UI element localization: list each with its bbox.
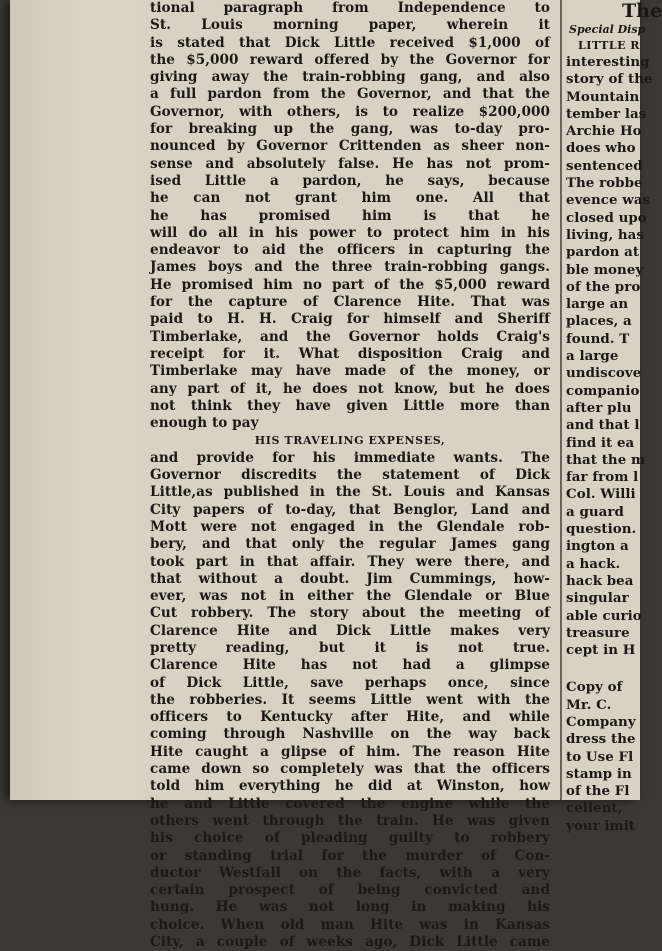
article-line: Little,as published in the St. Louis and Kansas (150, 484, 550, 501)
article-line: Timberlake, and the Governor holds Craig's (150, 328, 550, 345)
article-line: does who (566, 140, 636, 157)
article-line: or standing trial for the murder of Con- (150, 847, 550, 864)
right-column-title: The (622, 0, 662, 22)
article-line: the robberies. It seems Little went with the (150, 691, 550, 708)
article-line: ington a (566, 538, 629, 555)
article-line: ductor Westfall on the facts, with a very (150, 864, 550, 881)
article-line: nounced by Governor Crittenden as sheer non- (150, 138, 550, 155)
article-line: closed upo (566, 209, 647, 226)
article-line: tional paragraph from Independence to (150, 0, 550, 16)
article-line: cept in H (566, 642, 636, 659)
article-line: of the Fl (566, 783, 630, 800)
article-line: Hite caught a glipse of him. The reason Hite (150, 743, 550, 760)
article-line: The robbe (566, 175, 643, 192)
section-heading: HIS TRAVELING EXPENSES, (254, 434, 446, 448)
article-line: his choice of pleading guilty to robbery (150, 830, 550, 847)
article-line: to Use Fl (566, 748, 634, 765)
article-line: Governor, with others, is to realize $200,000 (150, 103, 550, 120)
article-line: hack bea (566, 572, 634, 589)
article-line: Mr. C. (566, 696, 612, 713)
article-line: able curio (566, 607, 642, 624)
article-line: receipt for it. What disposition Craig and (150, 345, 550, 362)
article-line: any part of it, he does not know, but he does (150, 380, 550, 397)
article-line: Clarence Hite has not had a glimpse (150, 657, 550, 674)
right-column-body-2 (566, 679, 656, 835)
article-line: choice. When old man Hite was in Kansas (150, 916, 550, 933)
article-line: St. Louis morning paper, wherein it (150, 17, 550, 34)
article-line: singular (566, 590, 629, 607)
article-line: he has promised him is that he (150, 207, 550, 224)
article-line: came down so completely was that the officers (150, 761, 550, 778)
article-line: giving away the train-robbing gang, and also (150, 69, 550, 86)
article-line: living, has (566, 226, 644, 243)
article-line: the $5,000 reward offered by the Governor for (150, 51, 550, 68)
article-line: certain prospect of being convicted and (150, 882, 550, 899)
article-line: Mott were not engaged in the Glendale rob- (150, 518, 550, 535)
article-line: after plu (566, 399, 632, 416)
article-line: your imit (566, 817, 636, 834)
article-line: far from l (566, 469, 639, 486)
article-line: sentenced (566, 157, 643, 174)
article-line: a hack. (566, 555, 621, 572)
right-article-column (566, 0, 662, 834)
article-line: He promised him no part of the $5,000 reward (150, 276, 550, 293)
article-line: ever, was not in either the Glendale or Blue (150, 588, 550, 605)
article-line: large an (566, 296, 629, 313)
article-line: Copy of (566, 679, 623, 696)
article-line: a full pardon from the Governor, and that the (150, 86, 550, 103)
article-line: Archie Ho (566, 123, 642, 140)
article-line: dress the (566, 731, 636, 748)
article-line: story of the (566, 71, 653, 88)
article-line: coming through Nashville on the way back (150, 726, 550, 743)
article-line: is stated that Dick Little received $1,000 of (150, 34, 550, 51)
article-line: Company (566, 713, 636, 730)
article-line: and that l (566, 417, 640, 434)
article-line: question. (566, 521, 637, 538)
right-column-body (566, 54, 656, 659)
section-gap (566, 659, 656, 679)
article-line: for breaking up the gang, was to-day pro- (150, 121, 550, 138)
article-line: tember las (566, 105, 647, 122)
article-line: endeavor to aid the officers in capturing the (150, 242, 550, 259)
article-line: hung. He was not long in making his (150, 899, 550, 916)
article-line: undiscove (566, 365, 642, 382)
article-line: treasure (566, 624, 630, 641)
article-line: he can not grant him one. All that (150, 190, 550, 207)
main-article-column (150, 0, 550, 951)
article-line: for the capture of Clarence Hite. That was (150, 294, 550, 311)
article-line: others went through the train. He was given (150, 812, 550, 829)
article-line: enough to pay (150, 415, 259, 432)
article-line: took part in that affair. They were there, and (150, 553, 550, 570)
article-line: of Dick Little, save perhaps once, since (150, 674, 550, 691)
article-line: places, a (566, 313, 632, 330)
article-line: found. T (566, 330, 630, 347)
article-line: pretty reading, but it is not true. (150, 639, 550, 656)
left-margin (10, 0, 150, 800)
article-line: bery, and that only the regular James gang (150, 536, 550, 553)
article-line: cellent, (566, 800, 623, 817)
article-line: Clarence Hite and Dick Little makes very (150, 622, 550, 639)
article-line: evence was (566, 192, 651, 209)
article-line: told him everything he did at Winston, how (150, 778, 550, 795)
article-line: Timberlake may have made of the money, or (150, 363, 550, 380)
article-line: will do all in his power to protect him in his (150, 224, 550, 241)
article-line: find it ea (566, 434, 635, 451)
article-line: that the m (566, 451, 646, 468)
article-line: that without a doubt. Jim Cummings, how- (150, 570, 550, 587)
article-line: Cut robbery. The story about the meeting of (150, 605, 550, 622)
right-column-heading: LITTLE R (578, 39, 640, 52)
article-line: a large (566, 348, 619, 365)
article-line: a guard (566, 503, 624, 520)
right-column-subtitle: Special Disp (569, 23, 646, 36)
article-line: officers to Kentucky after Hite, and while (150, 709, 550, 726)
column-rule (560, 0, 562, 800)
article-line: pardon at (566, 244, 640, 261)
article-line: Governor discredits the statement of Dick (150, 467, 550, 484)
article-line: ble money (566, 261, 644, 278)
article-line: City, a couple of weeks ago, Dick Little came (150, 934, 550, 951)
newspaper-page (10, 0, 662, 951)
article-line: ised Little a pardon, he says, because (150, 172, 550, 189)
article-line: sense and absolutely false. He has not prom- (150, 155, 550, 172)
article-line: he and Little covered the engine while the (150, 795, 550, 812)
article-line: companio (566, 382, 640, 399)
article-line: paid to H. H. Craig for himself and Sheriff (150, 311, 550, 328)
article-line: City papers of to-day, that Benglor, Land and (150, 501, 550, 518)
article-line: and provide for his immediate wants. The (150, 449, 550, 466)
article-line: interesting (566, 54, 650, 70)
article-line: of the pro (566, 278, 641, 295)
article-line: not think they have given Little more than (150, 397, 550, 414)
article-line: James boys and the three train-robbing gangs. (150, 259, 550, 276)
article-line: Mountain (566, 88, 640, 105)
article-line: stamp in (566, 765, 632, 782)
article-line: Col. Willi (566, 486, 636, 503)
